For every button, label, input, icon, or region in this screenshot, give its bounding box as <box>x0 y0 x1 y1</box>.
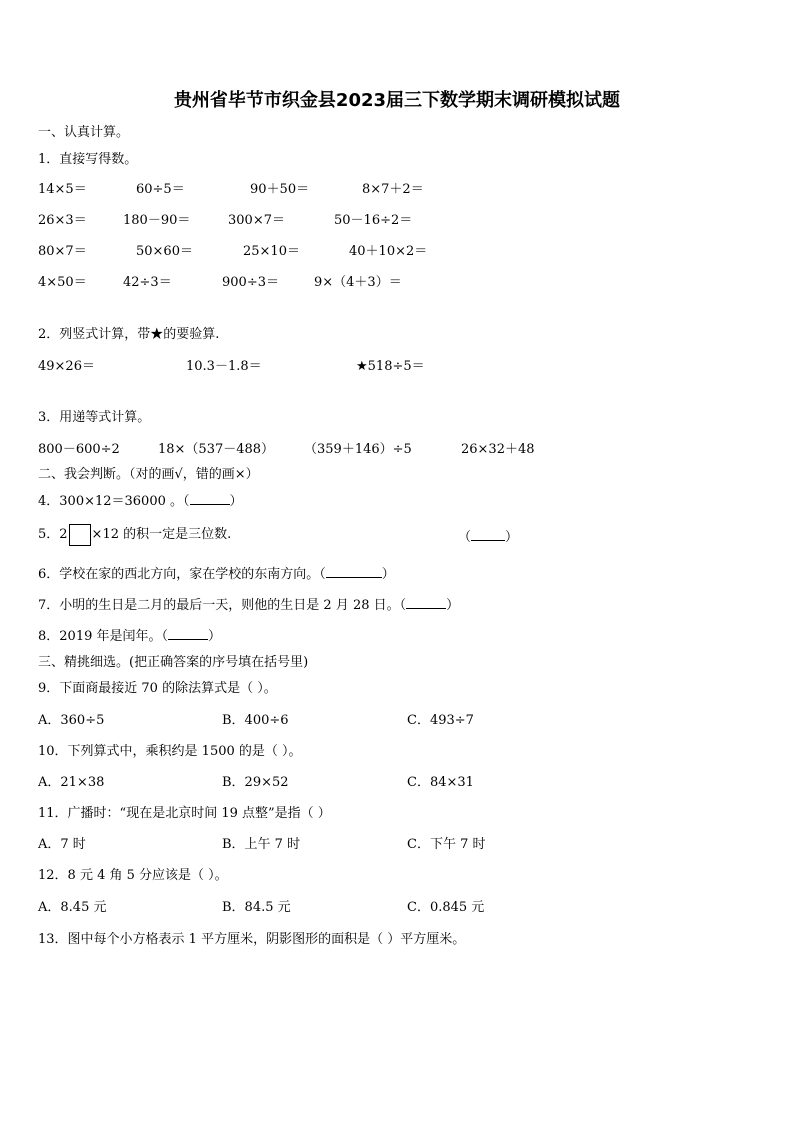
q10-stem: 10．下列算式中，乘积约是 1500 的是（ ）。 <box>38 744 302 759</box>
q1-cell: 50－16÷2＝ <box>334 213 413 228</box>
q3-item: 800－600÷2 <box>38 442 120 457</box>
q9-option-b[interactable]: B．400÷6 <box>222 713 289 728</box>
q3-item: 18×（537－488） <box>158 442 275 457</box>
q1-label: 1．直接写得数。 <box>38 152 138 167</box>
q1-cell: 14×5＝ <box>38 182 87 197</box>
q7 <box>38 594 459 613</box>
q2-item: ★518÷5＝ <box>356 359 425 374</box>
answer-blank[interactable] <box>406 595 446 609</box>
q6-end: ） <box>381 567 395 582</box>
q9-option-c[interactable]: C．493÷7 <box>407 713 474 728</box>
q7-text: 7．小明的生日是二月的最后一天，则他的生日是 2 月 28 日。（ <box>38 598 407 613</box>
q8-text: 8．2019 年是闰年。（ <box>38 629 168 644</box>
q12-stem: 12．8 元 4 角 5 分应该是（ ）。 <box>38 868 228 883</box>
section-3-heading: 三、精挑细选。(把正确答案的序号填在括号里) <box>38 655 309 670</box>
q1-cell: 26×3＝ <box>38 213 87 228</box>
q12-option-a[interactable]: A．8.45 元 <box>38 900 107 915</box>
q13-stem: 13．图中每个小方格表示 1 平方厘米，阴影图形的面积是（ ）平方厘米。 <box>38 932 466 947</box>
q1-cell: 8×7＋2＝ <box>362 182 424 197</box>
digit-box[interactable] <box>69 524 91 546</box>
q8 <box>38 625 221 644</box>
q11-option-b[interactable]: B．上午 7 时 <box>222 837 301 852</box>
q1-cell: 9×（4＋3）＝ <box>314 275 402 290</box>
q1-cell: 42÷3＝ <box>123 275 172 290</box>
q7-end: ） <box>446 598 460 613</box>
q4 <box>38 490 243 509</box>
q10-option-a[interactable]: A．21×38 <box>38 775 105 790</box>
q4-end: ） <box>229 494 243 509</box>
q11-stem: 11．广播时：“现在是北京时间 19 点整”是指（ ） <box>38 806 331 821</box>
answer-blank[interactable] <box>190 491 230 505</box>
q1-cell: 300×7＝ <box>228 213 285 228</box>
q1-cell: 4×50＝ <box>38 275 87 290</box>
q1-cell: 25×10＝ <box>243 244 300 259</box>
q1-cell: 90＋50＝ <box>250 182 310 197</box>
q6-text: 6．学校在家的西北方向，家在学校的东南方向。（ <box>38 567 326 582</box>
q8-end: ） <box>208 629 222 644</box>
q6 <box>38 563 395 582</box>
q1-cell: 180－90＝ <box>123 213 191 228</box>
q5-answer <box>458 526 518 545</box>
q10-option-b[interactable]: B．29×52 <box>222 775 289 790</box>
q1-cell: 80×7＝ <box>38 244 87 259</box>
q5-post: ×12 的积一定是三位数. <box>91 527 232 542</box>
paren-close: ） <box>505 530 519 545</box>
q2-label: 2．列竖式计算，带★的要验算. <box>38 327 220 342</box>
answer-blank[interactable] <box>471 527 505 541</box>
section-2-heading: 二、我会判断。（对的画√，错的画×） <box>38 467 259 482</box>
section-1-heading: 一、认真计算。 <box>38 125 130 140</box>
q5 <box>38 523 231 546</box>
q12-option-b[interactable]: B．84.5 元 <box>222 900 291 915</box>
q1-cell: 50×60＝ <box>136 244 193 259</box>
q10-option-c[interactable]: C．84×31 <box>407 775 474 790</box>
q3-item: （359＋146）÷5 <box>304 442 412 457</box>
q1-cell: 40＋10×2＝ <box>349 244 428 259</box>
q4-text: 4．300×12＝36000 。（ <box>38 494 190 509</box>
q11-option-c[interactable]: C．下午 7 时 <box>407 837 486 852</box>
q3-item: 26×32＋48 <box>461 442 535 457</box>
answer-blank[interactable] <box>326 564 382 578</box>
paren-open: （ <box>458 530 472 545</box>
q12-option-c[interactable]: C．0.845 元 <box>407 900 485 915</box>
q9-stem: 9．下面商最接近 70 的除法算式是（ ）。 <box>38 681 277 696</box>
answer-blank[interactable] <box>168 626 208 640</box>
page-title: 贵州省毕节市织金县2023届三下数学期末调研模拟试题 <box>173 90 621 111</box>
q9-option-a[interactable]: A．360÷5 <box>38 713 105 728</box>
q11-option-a[interactable]: A．7 时 <box>38 837 86 852</box>
q2-item: 49×26＝ <box>38 359 95 374</box>
q1-cell: 900÷3＝ <box>222 275 279 290</box>
q5-pre: 5．2 <box>38 527 68 542</box>
q3-label: 3．用递等式计算。 <box>38 410 151 425</box>
q2-item: 10.3－1.8＝ <box>186 359 262 374</box>
q1-cell: 60÷5＝ <box>136 182 185 197</box>
